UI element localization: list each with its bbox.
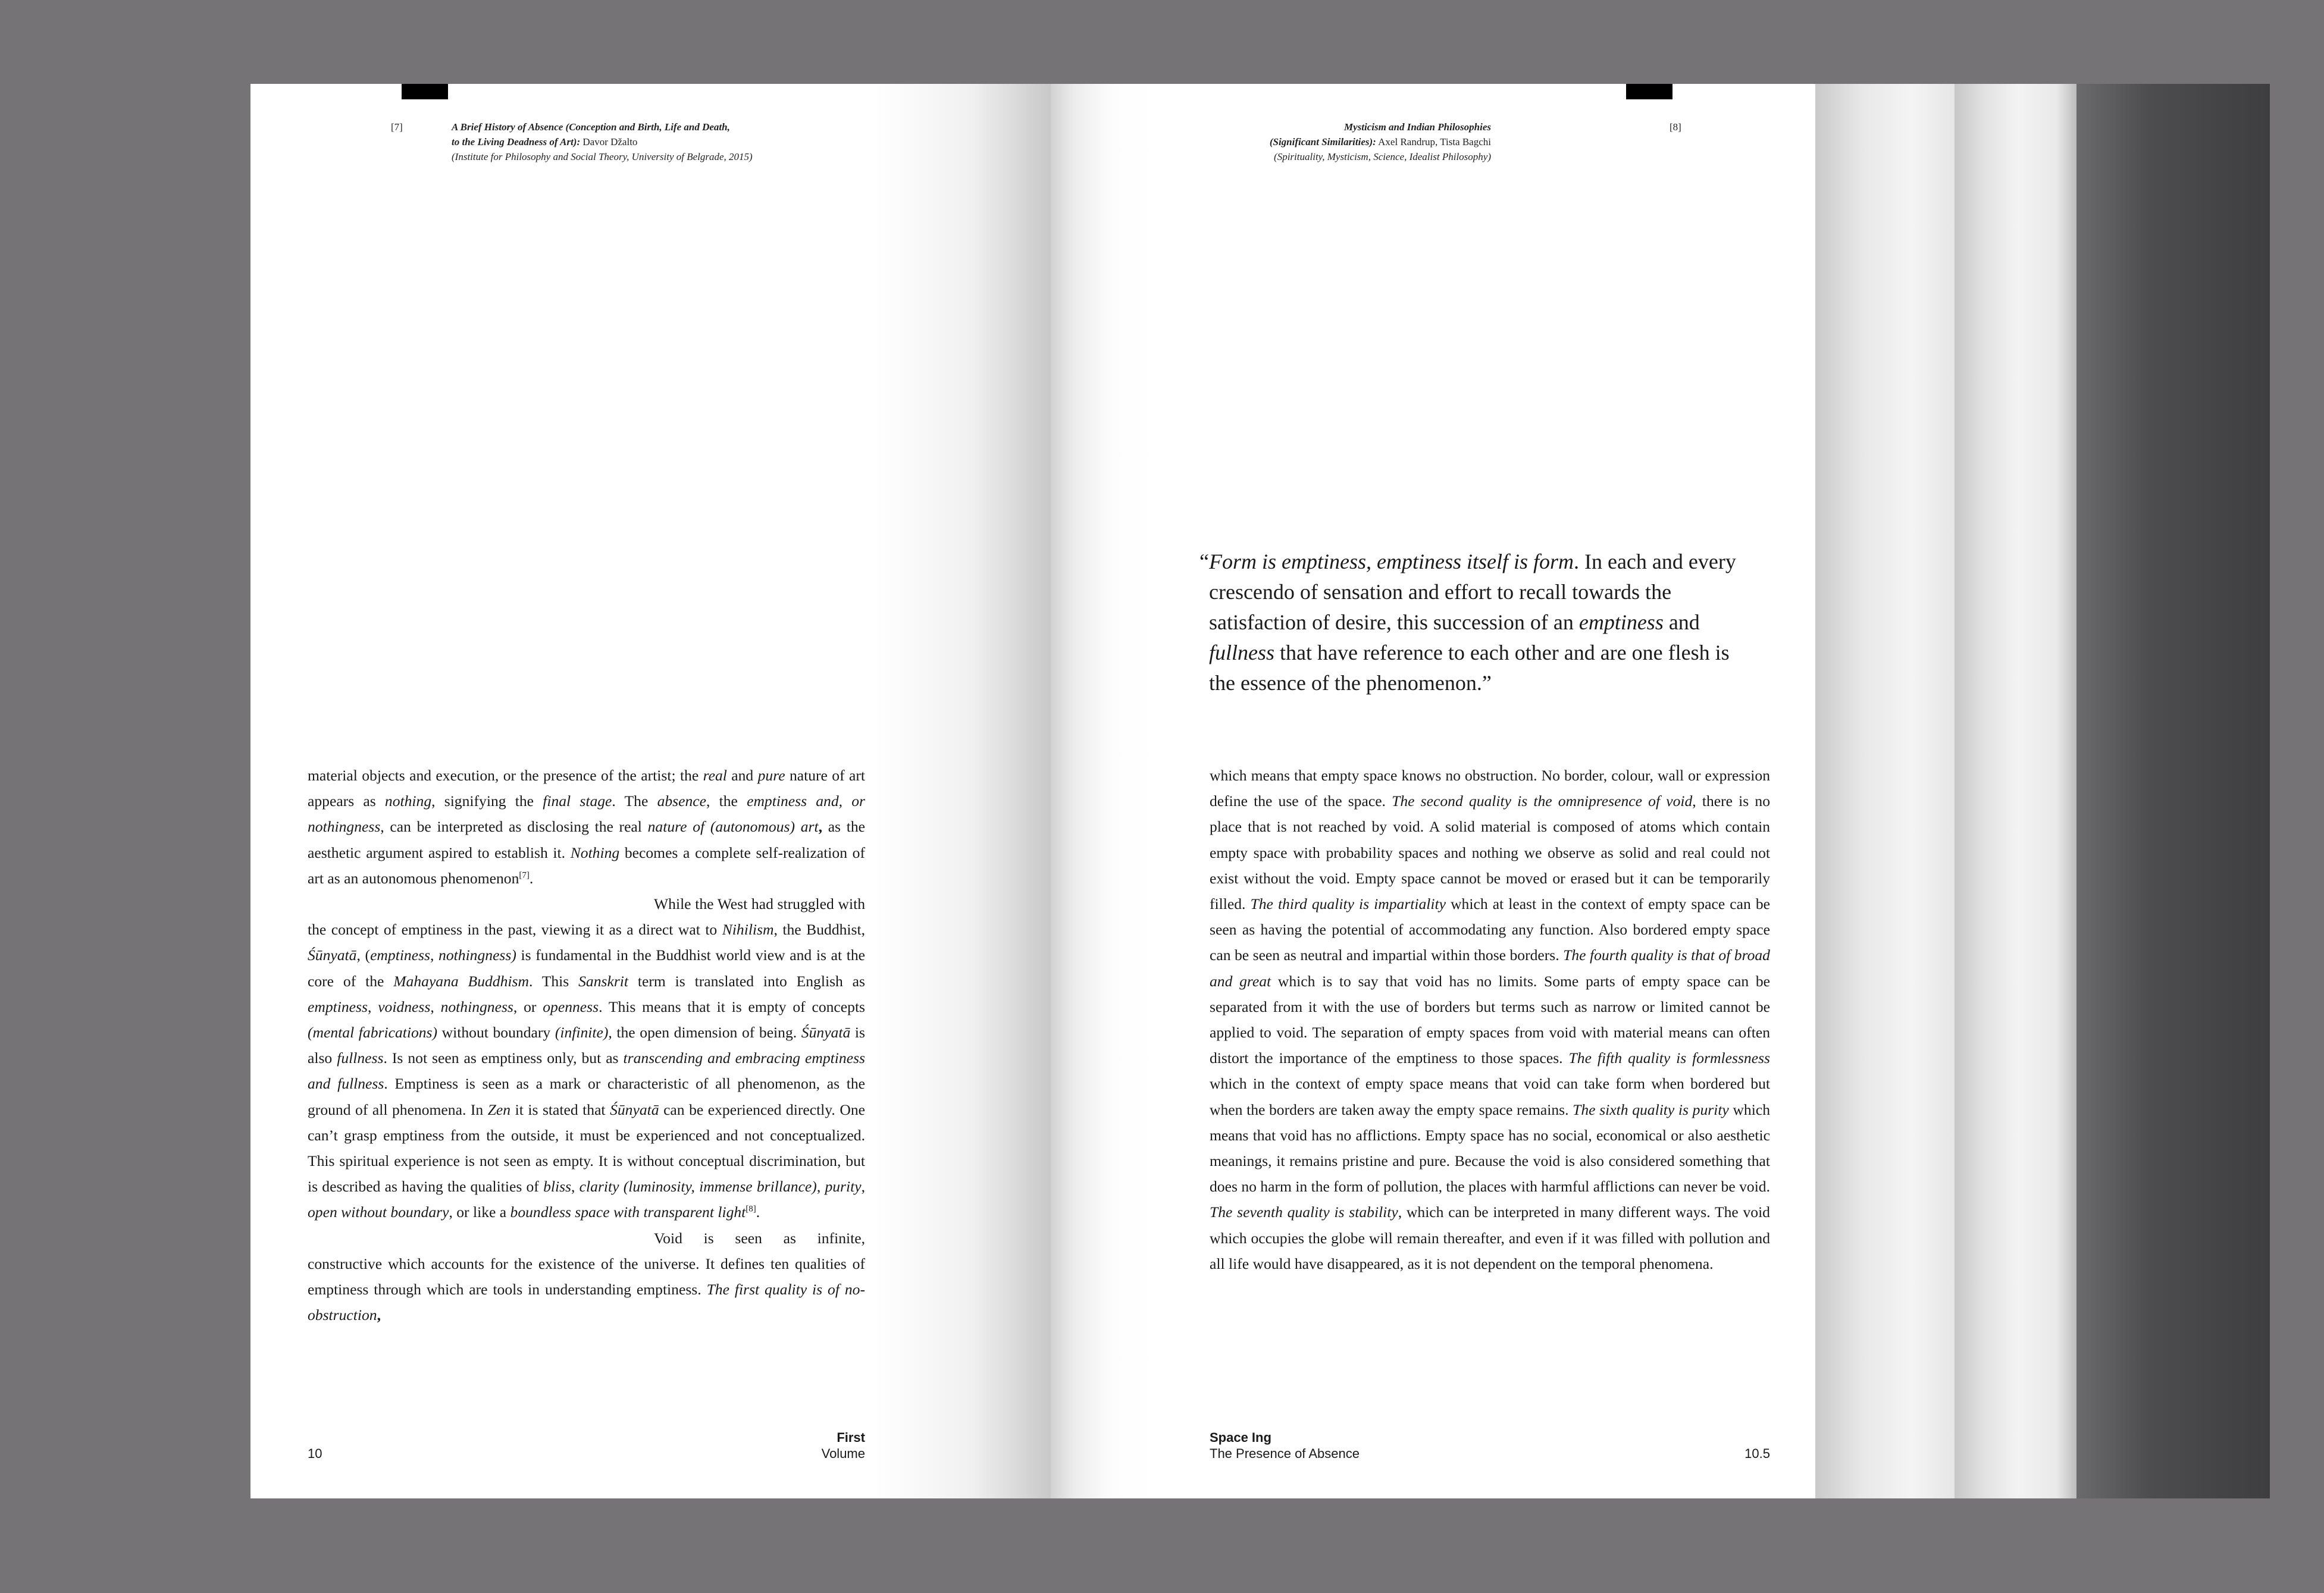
paragraph: which means that empty space knows no obstruction. No border, colour, wall or expression define the use of the space. The second quality is the omnipresence of void, there is no place that is not reached by void. A solid material is composed of atoms which contain empty space with probability spaces and nothing we observe as solid and real could not exist without the void. Empty space cannot be moved or erased but it can be temporarily filled. The third quality is impartiality which at least in the context of empty space can be seen as having the potential of accommodating any function. Also bordered empty space can be seen as neutral and impartial within those borders. The fourth quality is that of broad and great which is to say that void has no limits. Some parts of empty space can be separated from it with the use of borders but terms such as narrow or limited cannot be applied to void. The separation of empty spaces from void with material means can often distort the importance of the emptiness to those spaces. The fifth quality is formlessness which in the context of empty space means that void can take form when bordered but when the borders are taken away the empty space remains. The sixth quality is purity which means that void has no afflictions. Empty space has no social, economical or also aesthetic meanings, it remains pristine and pure. Because the void is also considered something that does no harm in the form of pollution, the places with harmful afflictions can never be void. The seventh quality is stability, which can be interpreted in many different ways. The void which occupies the globe will remain thereafter, and even if it was filled with pollution and all life would have disappeared, as it is not dependent on the temporal phenomena. — [1210, 767, 1770, 1272]
section-label — [667, 1429, 865, 1462]
footnote-header — [452, 120, 987, 164]
footnote-author: Axel Randrup, Tista Bagchi — [1376, 136, 1491, 148]
bookmark-tab — [1626, 84, 1672, 99]
pull-quote — [1199, 547, 1744, 698]
footnote-title: A Brief History of Absence (Conception and Birth, Life and Death, — [452, 121, 730, 133]
body-text — [1210, 763, 1770, 1277]
paragraph: Void is seen as infinite, constructive which accounts for the existence of the universe. It defines ten qualities of emptiness through which are tools in understanding emptiness. The first quality is of no-obstruction, — [308, 1229, 865, 1324]
section-title: First — [837, 1430, 865, 1445]
quote-text: . In each and every crescendo of sensation and effort to recall towards the satisfaction of desire, this succession of an — [1209, 550, 1736, 634]
page-number: 10 — [308, 1446, 322, 1461]
quote-lead: Form is emptiness, emptiness itself is form — [1209, 550, 1574, 573]
body-text — [308, 763, 865, 1328]
footnote-header — [1170, 120, 1491, 164]
footnote-ref: [8] — [1670, 121, 1681, 133]
bookmark-tab — [402, 84, 448, 99]
page-number: 10.5 — [1744, 1446, 1770, 1461]
paragraph: While the West had struggled with the concept of emptiness in the past, viewing it as a direct wat to Nihilism, the Buddhist, Śūnyatā, (emptiness, nothingness) is fundamental in the Buddhist world view and is at the core of the Mahayana Buddhism. This Sanskrit term is translated into English as emptiness, voidness, nothingness, or openness. This means that it is empty of concepts (mental fabrications) without boundary (infinite), the open dimension of being. Śūnyatā is also fullness. Is not seen as emptiness only, but as transcending and embracing emptiness and fullness. Emptiness is seen as a mark or characteristic of all phenomenon, as the ground of all phenomena. In Zen it is stated that Śūnyatā can be experienced directly. One can’t grasp emptiness from the outside, it must be experienced and not conceptualized. This spiritual experience is not seen as empty. It is without conceptual discrimination, but is described as having the qualities of bliss, clarity (luminosity, immense brillance), purity, open without boundary, or like a boundless space with transparent light[8]. — [308, 895, 866, 1221]
quote-emphasis: fullness — [1209, 641, 1275, 664]
right-page — [1051, 84, 1815, 1498]
footnote-ref: [7] — [391, 121, 403, 133]
left-page — [250, 84, 1051, 1498]
book-subtitle: The Presence of Absence — [1210, 1446, 1360, 1461]
quote-text: and — [1663, 610, 1700, 634]
page-stack-edge — [1946, 84, 2076, 1498]
footnote-title: Mysticism and Indian Philosophies — [1343, 121, 1491, 133]
book-label — [1210, 1429, 1360, 1462]
book-title: Space Ing — [1210, 1430, 1271, 1445]
quote-mark: “ — [1199, 550, 1209, 573]
footnote-source: (Institute for Philosophy and Social Theory, University of Belgrade, 2015) — [452, 151, 753, 162]
footnote-title-cont: to the Living Deadness of Art): Davor Džalto — [452, 136, 638, 148]
footnote-title-cont: (Significant Similarities): Axel Randrup, Tista Bagchi — [1269, 136, 1491, 148]
quote-text: that have reference to each other and are one flesh is the essence of the phenomenon.” — [1209, 641, 1730, 695]
footnote-source: (Spirituality, Mysticism, Science, Idealist Philosophy) — [1274, 151, 1491, 162]
page-stack-shadow — [2071, 84, 2270, 1498]
quote-emphasis: emptiness — [1578, 610, 1664, 634]
footnote-author: Davor Džalto — [580, 136, 638, 148]
section-subtitle: Volume — [821, 1446, 865, 1461]
paragraph: material objects and execution, or the presence of the artist; the real and pure nature of art appears as nothing, signifying the final stage. The absence, the emptiness and, or nothingness, can be interpreted as disclosing the real nature of (autonomous) art, as the aesthetic argument aspired to establish it. Nothing becomes a complete self-realization of art as an autonomous phenomenon[7]. — [308, 767, 865, 887]
page-stack-inner — [1812, 84, 1955, 1498]
